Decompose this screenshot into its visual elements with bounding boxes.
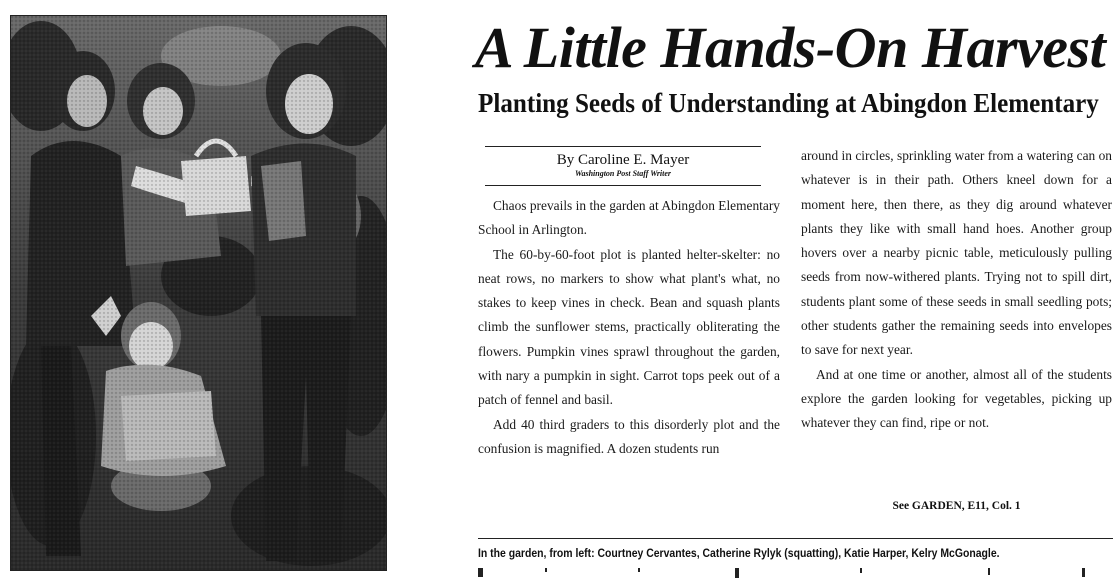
article-column-1	[478, 194, 780, 461]
byline-top-rule	[485, 146, 761, 147]
byline: By Caroline E. Mayer	[556, 152, 690, 168]
article-photo	[10, 15, 387, 571]
paragraph: And at one time or another, almost all of the students explore the garden looking for vegetables, picking up whatever they can find, ripe or not.	[801, 366, 1112, 431]
paragraph: around in circles, sprinkling water from a watering can on whatever is in their path. Others kneel down for a moment here, then there, as they dig around whatever plants they like with small hand hoes. Another group hovers over a nearby picnic table, meticulously pulling seeds from now-withered plants. Trying not to spill dirt, students plant some of these seeds in small seedling pots; other students gather the remaining seeds into envelopes to save for next year.	[801, 148, 1112, 358]
paragraph: The 60-by-60-foot plot is planted helter-skelter: no neat rows, no markers to show what plant's what, no stakes to keep vines in check. Bean and squash plants climb the sunflower stems, practically obliterating the flowers. Pumpkin vines sprawl throughout the garden, with nary a pumpkin in sight. Carrot tops peek out of a patch of fennel and basil.	[478, 246, 780, 408]
article-column-2	[801, 144, 1112, 436]
byline-bottom-rule	[485, 185, 761, 186]
photo-caption: In the garden, from left: Courtney Cervantes, Catherine Rylyk (squatting), Katie Harper, Kelry McGonagle.	[478, 546, 1000, 560]
paragraph: Chaos prevails in the garden at Abingdon Elementary School in Arlington.	[478, 198, 780, 238]
garden-photo-image	[11, 16, 386, 570]
scan-artifacts	[470, 568, 1110, 583]
subheadline: Planting Seeds of Understanding at Abingdon Elementary	[478, 88, 1099, 118]
jump-line: See GARDEN, E11, Col. 1	[892, 500, 1021, 512]
headline: A Little Hands-On Harvest	[474, 15, 1106, 80]
byline-title: Washington Post Staff Writer	[574, 169, 672, 178]
caption-rule	[478, 538, 1113, 539]
paragraph: Add 40 third graders to this disorderly plot and the confusion is magnified. A dozen students run	[478, 416, 780, 456]
